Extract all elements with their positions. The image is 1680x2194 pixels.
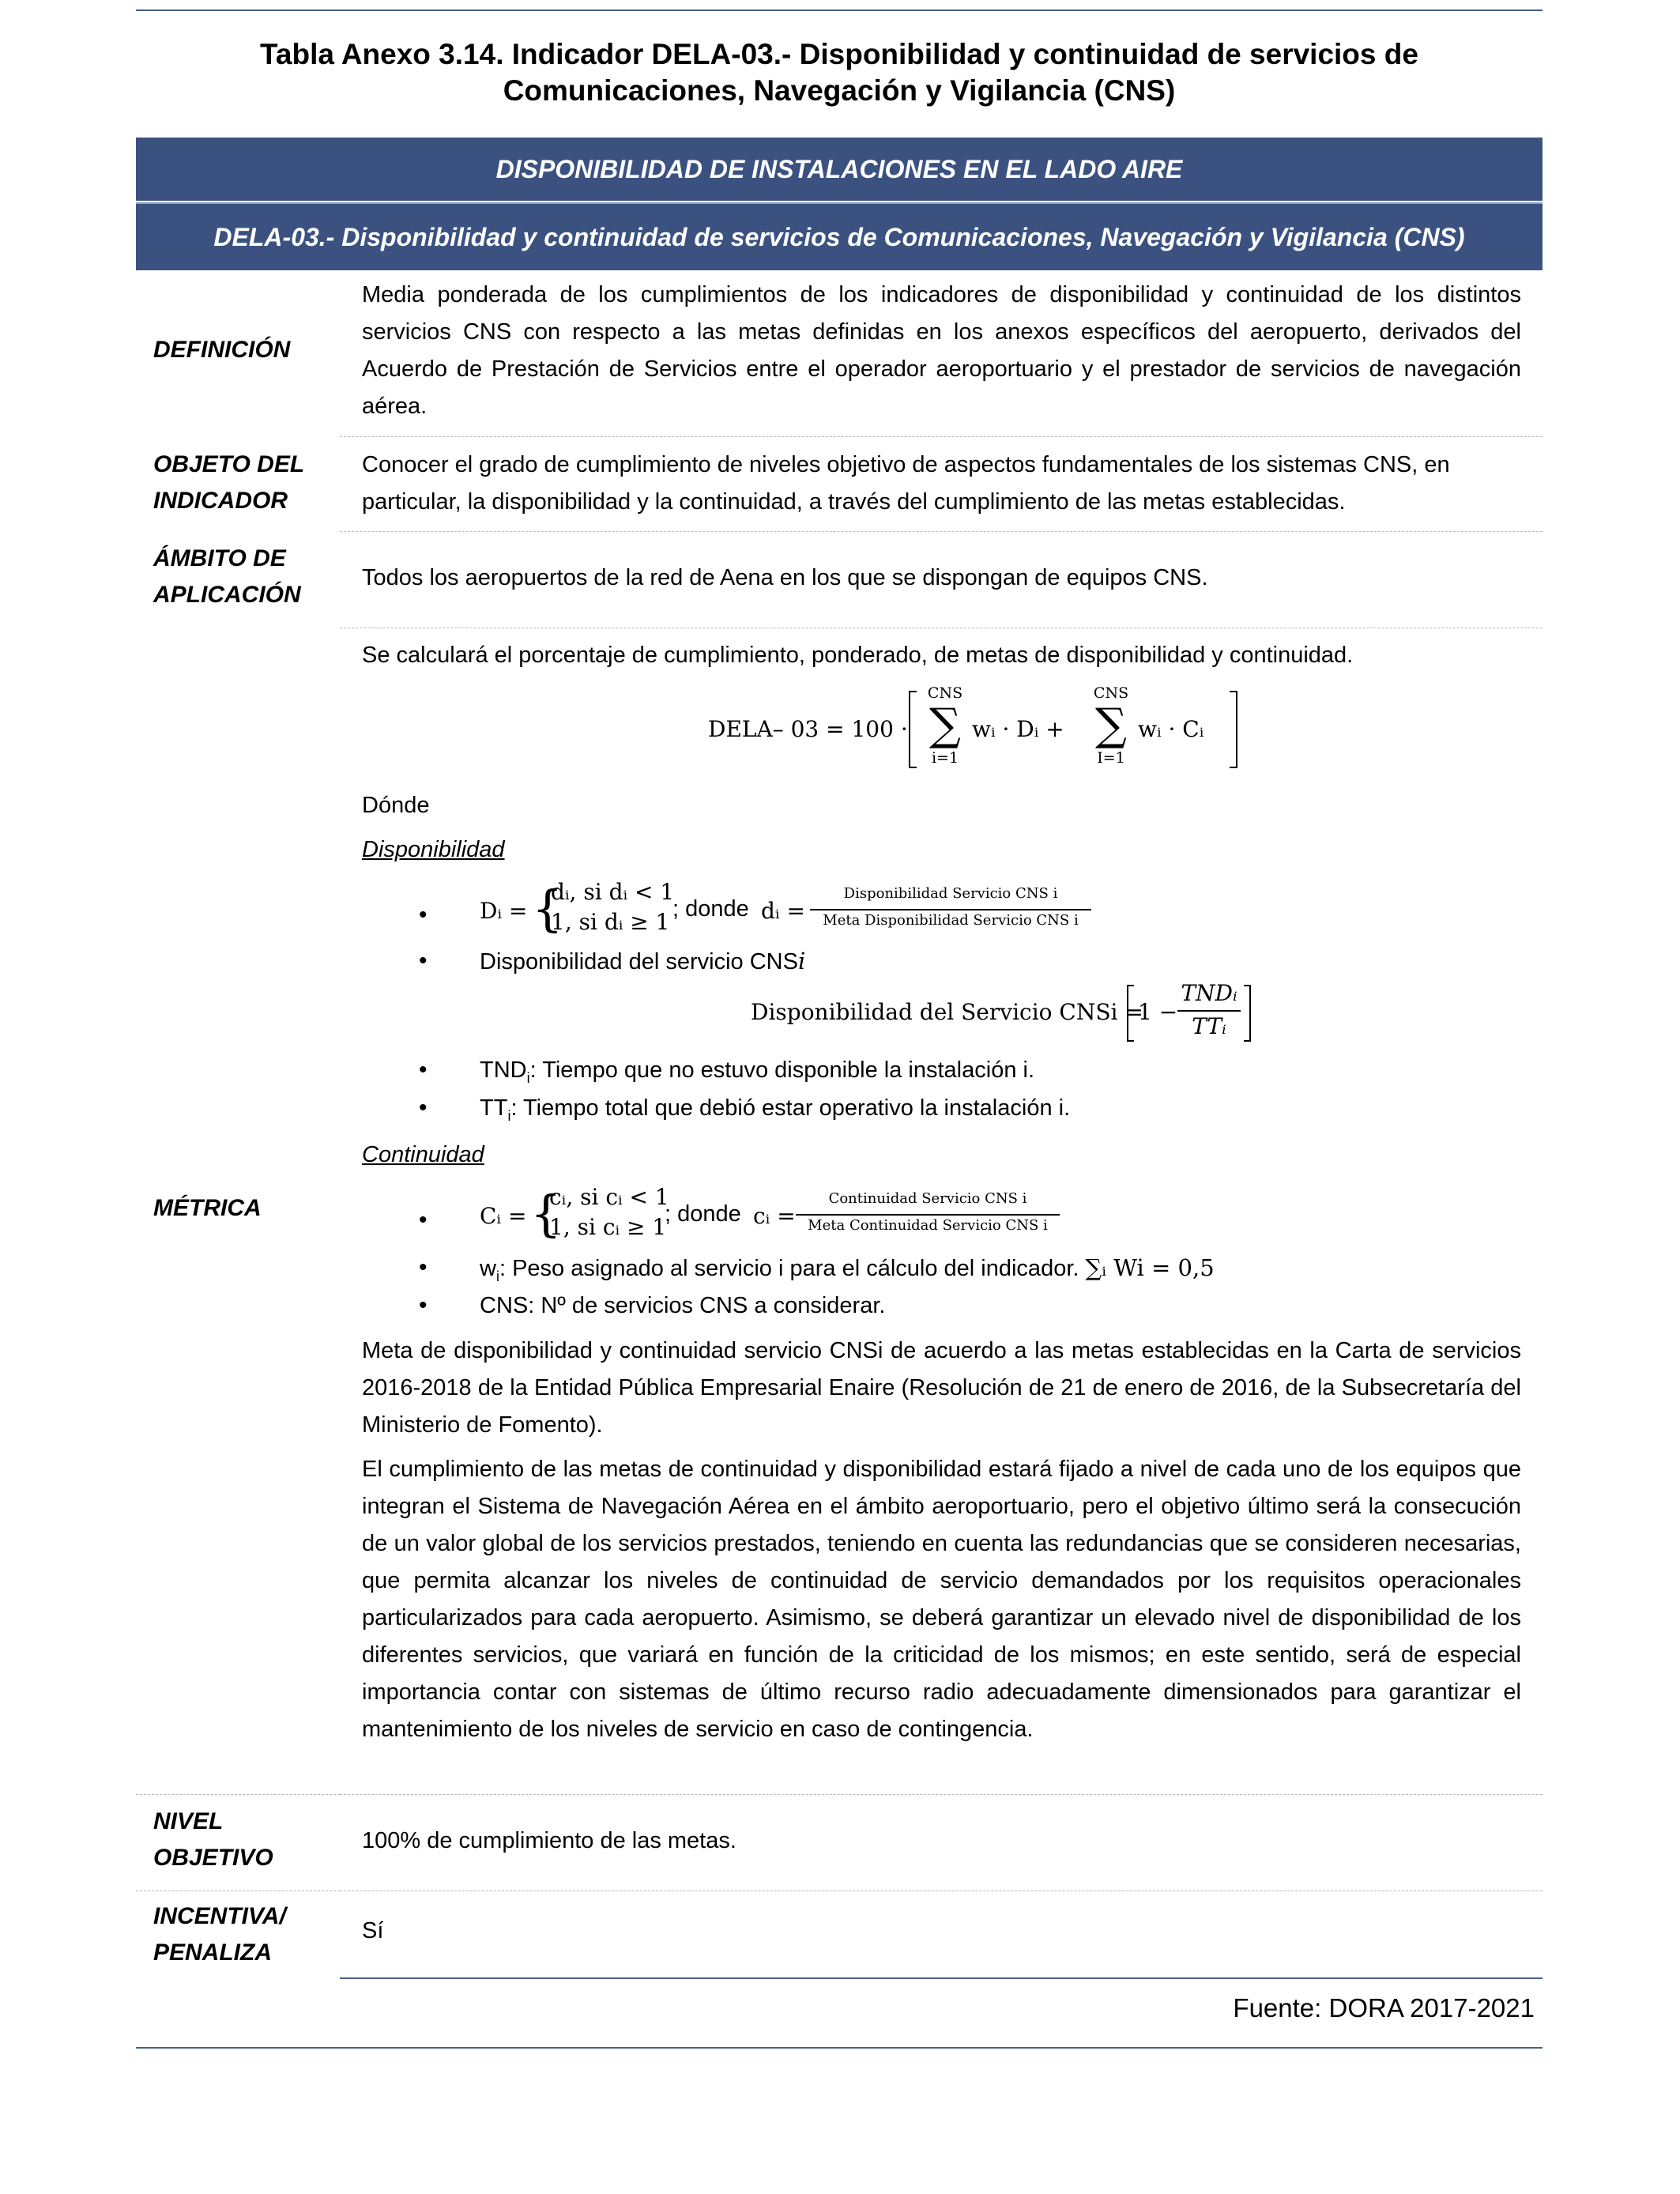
w-sub: i — [495, 1268, 499, 1284]
ds-one: 1 − — [1138, 999, 1178, 1025]
formula-term-2: wᵢ · Cᵢ — [1138, 716, 1204, 742]
ci-lhs: Cᵢ = — [480, 1203, 527, 1229]
continuidad-heading: Continuidad — [362, 1142, 484, 1167]
di-num: Disponibilidad Servicio CNS i — [843, 885, 1058, 902]
sum-2 — [1087, 686, 1135, 765]
divider — [340, 531, 1543, 532]
title-line-2: Comunicaciones, Navegación y Vigilancia (CNS) — [503, 74, 1176, 107]
tnd-sub: i — [526, 1069, 530, 1086]
di-donde: ; donde — [672, 896, 749, 922]
bullet-disponibilidad-text: Disponibilidad del servicio CNS — [480, 949, 798, 974]
bullet: • — [419, 1254, 428, 1280]
di-case-1: dᵢ, si dᵢ < 1 — [551, 879, 675, 905]
text-ambito: Todos los aeropuertos de la red de Aena en los que se dispongan de equipos CNS. — [362, 565, 1208, 590]
bracket-right — [1244, 985, 1251, 1042]
tnd-symbol: TND — [480, 1057, 527, 1083]
label-objeto-line-1: OBJETO DEL — [153, 451, 305, 477]
ci-case-2: 1, si cᵢ ≥ 1 — [549, 1214, 667, 1240]
label-objeto — [153, 447, 335, 519]
label-nivel — [153, 1804, 335, 1876]
table-title — [136, 36, 1543, 109]
divider — [340, 1794, 1543, 1795]
sigma-icon: ∑ — [1095, 699, 1127, 751]
tnd-text: : Tiempo que no estuvo disponible la instalación i. — [529, 1057, 1035, 1083]
bullet: • — [419, 1207, 428, 1233]
label-ambito-line-1: ÁMBITO DE — [153, 545, 286, 571]
w-symbol: w — [480, 1256, 496, 1281]
cont-formula — [480, 1184, 1112, 1250]
ds-num: TNDᵢ — [1181, 980, 1237, 1006]
brace-icon: { — [532, 880, 563, 937]
sum-2-bottom: I=1 — [1097, 749, 1125, 767]
sigma-icon: ∑ — [929, 699, 961, 751]
label-ambito — [153, 541, 335, 613]
tt-text: : Tiempo total que debió estar operativo la instalación i. — [510, 1095, 1071, 1121]
metrica-para-2: El cumplimiento de las metas de continuidad y disponibilidad estará fijado a nivel de cada uno de los equipos que integran el Sistema de Navegación Aérea en el ámbito aeroportuario, pero el objetivo último será la consecución de un valor global de los servicios prestados, teniendo en cuenta las redundancias que se consideren necesarias, que permita alcanzar los niveles de continuidad de servicio demandados por los requisitos operacionales particularizados para cada aeropuerto. Asimismo, se deberá garantizar un elevado nivel de disponibilidad de los diferentes servicios, que variará en función de la criticidad de los mismos; en este sentido, será de especial importancia contar con sistemas de último recurso radio adecuadamente dimensionados para garantizar el mantenimiento de los niveles de servicio en caso de contingencia. — [362, 1457, 1521, 1742]
w-text: : Peso asignado al servicio i para el cálculo del indicador. — [499, 1256, 1079, 1281]
sum-1 — [921, 686, 969, 765]
di-frac-line — [810, 909, 1091, 910]
bullet-disponibilidad-var: i — [797, 948, 806, 974]
donde-label: Dónde — [362, 793, 430, 818]
label-incentiva-line-2: PENALIZA — [153, 1940, 272, 1966]
main-formula — [708, 686, 1261, 773]
metrica-para-1: Meta de disponibilidad y continuidad servicio CNSi de acuerdo a las metas establecidas en la Carta de servicios 2016-2018 de la Entidad Pública Empresarial Enaire (Resolución de 21 de enero de 2016, de la Subsecretaría del Ministerio de Fomento). — [362, 1338, 1521, 1438]
top-rule — [136, 9, 1543, 11]
text-nivel: 100% de cumplimiento de las metas. — [362, 1828, 736, 1853]
label-incentiva-line-1: INCENTIVA/ — [153, 1903, 286, 1929]
bracket-right — [1230, 691, 1237, 768]
metrica-intro: Se calculará el porcentaje de cumplimiento, ponderado, de metas de disponibilidad y continuidad. — [362, 643, 1354, 668]
label-metrica: MÉTRICA — [153, 1195, 262, 1221]
bullet: • — [419, 1095, 428, 1121]
ds-den: TTᵢ — [1192, 1013, 1226, 1039]
bullet: • — [419, 902, 428, 928]
di-case-2: 1, si dᵢ ≥ 1 — [551, 909, 670, 935]
ci-den: Meta Continuidad Servicio CNS i — [808, 1217, 1048, 1234]
label-nivel-line-2: OBJETIVO — [153, 1845, 273, 1871]
source-note: Fuente: DORA 2017-2021 — [1233, 1993, 1535, 2022]
sum-2-top: CNS — [1093, 684, 1129, 702]
label-ambito-line-2: APLICACIÓN — [153, 582, 301, 608]
sum-1-top: CNS — [927, 684, 963, 702]
divider — [340, 436, 1543, 437]
text-incentiva: Sí — [362, 1918, 384, 1943]
bullet: • — [419, 1292, 428, 1318]
ci-num: Continuidad Servicio CNS i — [828, 1190, 1027, 1207]
sum-1-bottom: i=1 — [931, 749, 959, 767]
table-bottom-rule — [340, 1977, 1543, 1979]
bullet-cns: CNS: Nº de servicios CNS a considerar. — [480, 1293, 886, 1318]
label-incentiva — [153, 1898, 335, 1971]
brace-icon: { — [530, 1185, 562, 1242]
indicator-band: DELA-03.- Disponibilidad y continuidad de servicios de Comunicaciones, Navegación y Vigilancia (CNS) — [136, 202, 1543, 270]
bullet: • — [419, 948, 428, 974]
bullet-disponibilidad — [480, 945, 805, 978]
bottom-rule — [136, 2047, 1543, 2049]
bullet: • — [419, 1057, 428, 1083]
di-lhs: Dᵢ = — [480, 898, 528, 924]
bullet-tt — [480, 1092, 1070, 1132]
text-definicion: Media ponderada de los cumplimientos de los indicadores de disponibilidad y continuidad de los distintos servicios CNS con respecto a las metas definidas en los anexos específicos del aeropuerto, derivados del Acuerdo de Prestación de Servicios entre el operador aeroportuario y el prestador de servicios de navegación aérea. — [362, 282, 1521, 419]
label-definicion: DEFINICIÓN — [153, 337, 291, 363]
bracket-left — [909, 691, 917, 768]
w-sum-math: ∑ᵢ Wi = 0,5 — [1085, 1254, 1215, 1281]
ci-donde: ; donde — [665, 1201, 741, 1227]
ci-case-1: cᵢ, si cᵢ < 1 — [549, 1184, 669, 1210]
label-objeto-line-2: INDICADOR — [153, 488, 288, 514]
formula-term-1: wᵢ · Dᵢ + — [972, 716, 1064, 742]
bullet-tnd — [480, 1054, 1034, 1094]
bullet-w — [480, 1252, 1215, 1292]
ds-lhs: Disponibilidad del Servicio CNSi = — [751, 999, 1143, 1025]
ds-frac-line — [1177, 1010, 1241, 1012]
ci-var: cᵢ = — [753, 1203, 796, 1229]
disp-formula — [480, 879, 1112, 945]
title-line-1: Tabla Anexo 3.14. Indicador DELA-03.- Disponibilidad y continuidad de servicios de — [260, 38, 1418, 70]
di-den: Meta Disponibilidad Servicio CNS i — [823, 912, 1079, 929]
section-band: DISPONIBILIDAD DE INSTALACIONES EN EL LADO AIRE — [136, 138, 1543, 201]
tt-symbol: TT — [480, 1095, 508, 1121]
bracket-left — [1127, 985, 1134, 1042]
disp-servicio-formula — [751, 980, 1256, 1048]
tt-sub: i — [507, 1107, 511, 1124]
divider — [136, 1794, 340, 1795]
disponibilidad-heading: Disponibilidad — [362, 837, 505, 862]
di-var: dᵢ = — [761, 898, 805, 924]
ci-frac-line — [796, 1214, 1060, 1216]
text-objeto: Conocer el grado de cumplimiento de niveles objetivo de aspectos fundamentales de los sistemas CNS, en particular, la disponibilidad y la continuidad, a través del cumplimiento de las metas establecidas. — [362, 452, 1450, 515]
label-nivel-line-1: NIVEL — [153, 1808, 224, 1834]
formula-lhs: DELA– 03 = 100 · — [708, 716, 908, 742]
